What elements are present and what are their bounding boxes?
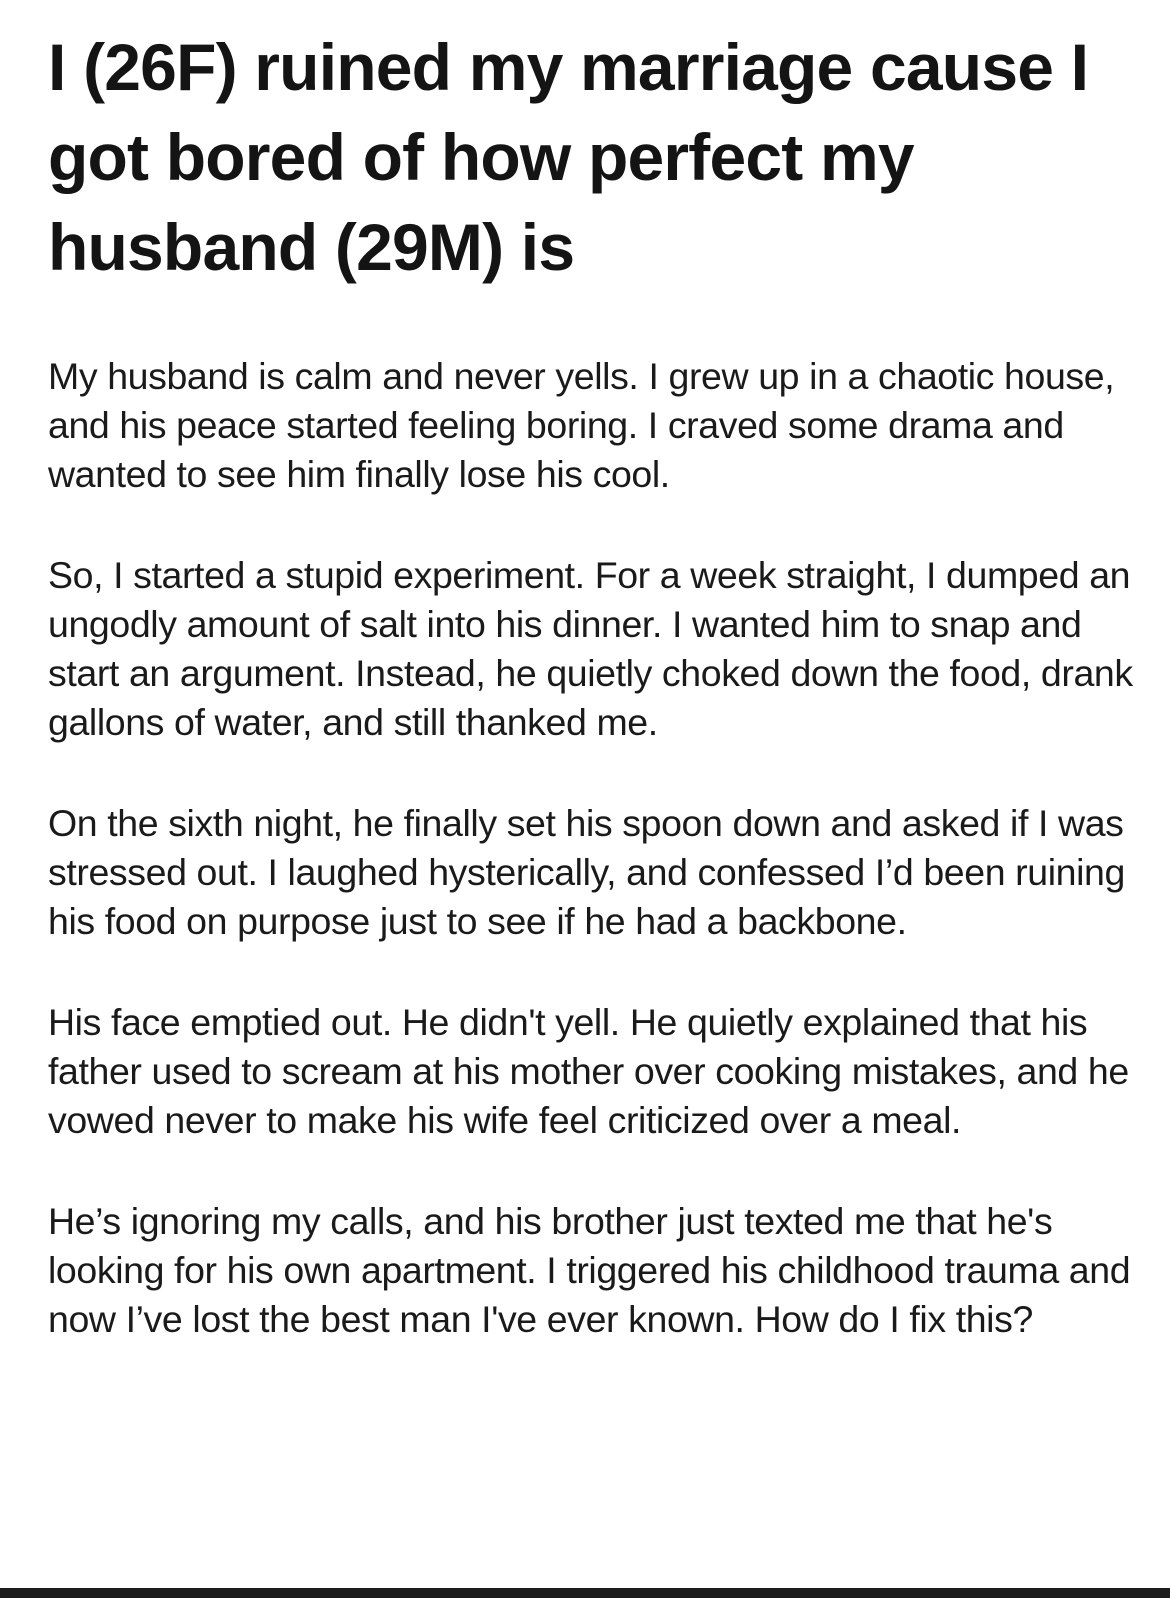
bottom-edge-strip [0,1588,1170,1598]
post-paragraph-2: So, I started a stupid experiment. For a week straight, I dumped an ungodly amount of salt into his dinner. I wanted him to snap and start an argument. Instead, he quietly choked down the food, drank gallons of water, and still thanked me. [48,554,1133,743]
post-body [48,352,1138,1344]
post [48,22,1138,1344]
post-title: I (26F) ruined my marriage cause I got bored of how perfect my husband (29M) is [48,30,1089,284]
post-paragraph-4: His face emptied out. He didn't yell. He quietly explained that his father used to scream at his mother over cooking mistakes, and he vowed never to make his wife feel criticized over a meal. [48,1001,1129,1141]
post-paragraph-5: He’s ignoring my calls, and his brother just texted me that he's looking for his own apartment. I triggered his childhood trauma and now I’ve lost the best man I've ever known. How do I fix this? [48,1200,1131,1340]
post-paragraph-3: On the sixth night, he finally set his spoon down and asked if I was stressed out. I laughed hysterically, and confessed I’d been ruining his food on purpose just to see if he had a backbone. [48,802,1125,942]
post-paragraph-1: My husband is calm and never yells. I grew up in a chaotic house, and his peace started feeling boring. I craved some drama and wanted to see him finally lose his cool. [48,355,1115,495]
